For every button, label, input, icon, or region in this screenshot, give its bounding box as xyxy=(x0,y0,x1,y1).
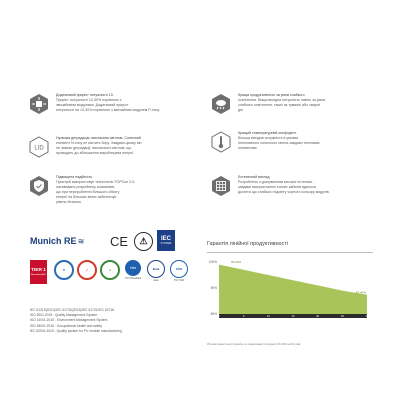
feature-reliability-text: Підвищена надійність. Пристрій використовує технологію TOPCon 2.0, пасивовано розроблену компанією, що при переробленні більшого обсягу енергії на більших ватах забезпечує рівень безпеки. xyxy=(56,175,136,204)
seal-icon: ★ xyxy=(54,260,74,280)
munich-re-logo: Munich RE ≋ xyxy=(30,236,84,246)
x-tick-label: 30 xyxy=(365,315,369,318)
certification-seal-3 xyxy=(100,260,120,284)
x-tick-label: 20 xyxy=(316,315,320,318)
feature-zero-lid-text: Нульова деградація, викликана світлом. Сонячний елемент N-типу не містить бору. Завдяки цьому він не зазнає деградації, викликаної світлом, що проводить до збільшення виробництва енергії. xyxy=(56,136,142,155)
x-tick-label: 25 xyxy=(340,315,344,318)
end-value-label: 87.40% xyxy=(355,290,366,295)
iso-row: ISO 14001:2015 : Environment Management System xyxy=(30,318,108,323)
certification-logos xyxy=(30,230,190,350)
certification-seal-1 xyxy=(54,260,74,284)
lid-icon xyxy=(28,136,50,158)
chart-footnote: 30 років гарантії на потужність та гарантованої потужності 99 40% на 30 років xyxy=(207,343,301,346)
x-tick-label: 0 xyxy=(218,315,220,318)
chart-title-divider xyxy=(207,252,373,253)
feature-temperature xyxy=(210,131,380,153)
tuv-icon: TÜV xyxy=(125,260,141,276)
iec-logo: IEC SYSTEM xyxy=(157,230,175,251)
y-tick-label: 90% xyxy=(210,286,217,291)
feature-reliability xyxy=(28,175,188,205)
shield-check-icon xyxy=(28,175,50,197)
x-tick-label: 5 xyxy=(242,315,245,318)
warranty-chart xyxy=(205,238,375,346)
y-tick-label: 80% xyxy=(210,312,217,317)
iso-row: ISO 45001:2018 : Occupational health and safety xyxy=(30,323,103,328)
tuv-sud-icon: SÜD xyxy=(170,260,188,278)
seal-icon: ● xyxy=(100,260,120,280)
chart-title: Гарантія лінійної продуктивності xyxy=(207,241,288,247)
ce-logo: CE xyxy=(109,233,129,249)
feature-low-light xyxy=(210,93,380,115)
feature-power-gain xyxy=(28,93,188,115)
x-tick-label: 15 xyxy=(291,315,295,318)
start-value-label: 99.00% xyxy=(231,260,242,265)
kiwa-badge: kiwa kiwa xyxy=(146,260,166,284)
iso-standards-list xyxy=(30,308,122,334)
feature-low-light-text: Краща продуктивність за умов слабкого освітлення. Вища вихідна потужність навіть за умов слабкого освітлення, таких як туманні або хмарні дні. xyxy=(238,93,325,112)
warning-mark-icon: ⚠ xyxy=(134,232,153,251)
grid-panel-icon xyxy=(210,175,232,197)
thermometer-icon xyxy=(210,131,232,153)
kiwa-icon: kiwa xyxy=(147,260,165,278)
certification-seal-2 xyxy=(77,260,97,284)
iso-row: ISO 9001:2015 : Quality Management System xyxy=(30,313,98,318)
y-tick-label: 100% xyxy=(208,260,217,265)
feature-zero-lid xyxy=(28,136,188,158)
warranty-area xyxy=(219,265,367,314)
iso-row: IEC 61215(2021)/IEC 61730(2023)/IEC 61701/IEC 62716 xyxy=(30,308,115,312)
feature-aesthetic-text: Естетичний вигляд. Розроблено з урахуванням високої естетики - завдяки використанню тонких кабелів вдалося досягти що слабкого підсвіту чорного кольору модулів. xyxy=(238,175,330,194)
feature-power-gain-text: Додатковий приріст потужності 10. Приріст потужності 10-30% порівняно з звичайними модулями. Додатковий приріст потужності на 10-30% порівняно з звичайним модулем P-типу. xyxy=(56,93,160,112)
tuv-sud-badge: SÜD TÜV SÜD xyxy=(169,260,189,284)
tier1-badge: TIER 1 BloombergNEF xyxy=(30,260,47,284)
x-tick-label: 10 xyxy=(266,315,270,318)
solar-power-icon xyxy=(28,93,50,115)
feature-temperature-text: Кращий температурний коефіцієнт. Більша вихідна потужність в умовах інтенсивного сонячного світла завдяки тепловим елементам. xyxy=(238,131,320,150)
rain-weather-icon xyxy=(210,93,232,115)
svg-text:LID: LID xyxy=(34,145,44,152)
feature-aesthetic xyxy=(210,175,380,197)
seal-icon: ✓ xyxy=(77,260,97,280)
iso-row: IEC 62941:2019 : Quality system for PV module manufacturing xyxy=(30,328,122,333)
tuv-rheinland-badge: TÜV TÜV Rheinland xyxy=(123,260,143,284)
warranty-chart-plot xyxy=(205,256,375,336)
